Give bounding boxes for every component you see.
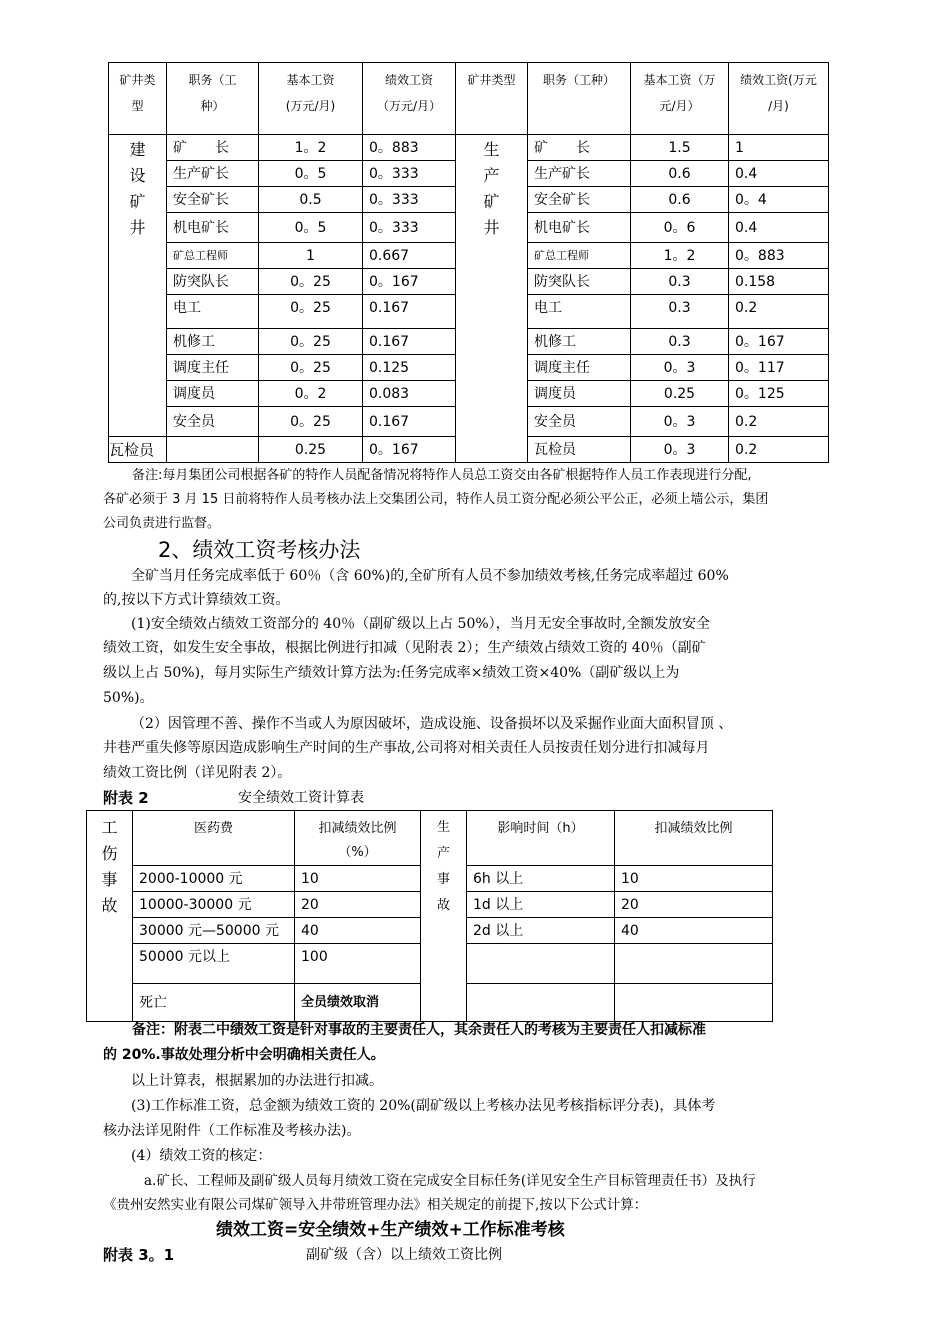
perf-cell: 0。167 [363, 437, 456, 463]
injury-accident-label: 工 伤 事 故 [87, 811, 133, 1022]
header-mine-type-right: 矿井类型 [456, 63, 528, 135]
perf-cell: 0.2 [729, 295, 829, 329]
header-impact-time: 影响时间（h） [467, 811, 615, 866]
note-1-line-3: 公司负责进行监督。 [103, 516, 221, 531]
job-cell: 机电矿长 [167, 213, 259, 243]
base-cell: 0。25 [259, 269, 363, 295]
paragraph-2-line-1: (1)安全绩效占绩效工资部分的 40％（副矿级以上占 50%），当月无安全事故时,全额发放安全 [131, 616, 711, 632]
paragraph-3-line-1: （2）因管理不善、操作不当或人为原因破坏，造成设施、设备损坏以及采掘作业面大面积冒顶 、 [131, 716, 733, 732]
base-cell: 0。5 [259, 213, 363, 243]
job-cell: 防突队长 [167, 269, 259, 295]
job-cell: 机修工 [167, 329, 259, 355]
header-medical-cost: 医药费 [133, 811, 295, 866]
impact-time-cell: 6h 以上 [467, 866, 615, 892]
job-cell: 生产矿长 [167, 161, 259, 187]
job-cell: 矿 长 [167, 135, 259, 161]
job-cell: 电工 [167, 295, 259, 329]
note-1-line-1: 备注:每月集团公司根据各矿的特作人员配备情况将特作人员总工资交由各矿根据特作人员工作表现进行分配, [132, 468, 752, 483]
base-cell: 1。2 [259, 135, 363, 161]
safety-performance-table [86, 810, 773, 1022]
header-base-salary: 基本工资 (万元/月) [259, 63, 363, 135]
impact-time-cell [467, 944, 615, 984]
construction-mine-label: 建 设 矿 井 [109, 135, 167, 437]
perf-cell: 1 [729, 135, 829, 161]
table-header-row [109, 63, 829, 135]
base-cell: 0。25 [259, 407, 363, 437]
impact-time-cell: 1d 以上 [467, 892, 615, 918]
paragraph-3-line-2: 井巷严重失修等原因造成影响生产时间的生产事故,公司将对相关责任人员按责任划分进行扣减每月 [103, 740, 710, 756]
production-mine-label: 生 产 矿 井 [456, 135, 528, 463]
formula: 绩效工资=安全绩效+生产绩效+工作标准考核 [216, 1220, 565, 1240]
perf-cell: 0.2 [729, 437, 829, 463]
perf-cell: 0。333 [363, 187, 456, 213]
paragraph-7-line-2: 《贵州安然实业有限公司煤矿领导入井带班管理办法》相关规定的前提下,按以下公式计算： [103, 1197, 648, 1213]
perf-cell: 0。167 [729, 329, 829, 355]
base-cell: 0.25 [259, 437, 363, 463]
base-cell: 0.6 [631, 161, 729, 187]
perf-cell: 0.158 [729, 269, 829, 295]
medical-cost-cell: 10000-30000 元 [133, 892, 295, 918]
paragraph-2-line-2: 绩效工资，如发生安全事故，根据比例进行扣减（见附表 2）；生产绩效占绩效工资的 40％（副矿 [103, 640, 706, 656]
section-heading: 2、绩效工资考核办法 [158, 538, 361, 562]
paragraph-6: (4）绩效工资的核定： [131, 1148, 272, 1164]
base-cell: 0.3 [631, 295, 729, 329]
job-cell: 机电矿长 [528, 213, 631, 243]
perf-cell: 0.083 [363, 381, 456, 407]
base-cell: 0.5 [259, 187, 363, 213]
perf-cell: 0.4 [729, 213, 829, 243]
deduction-cell: 10 [615, 866, 773, 892]
perf-cell: 0.167 [363, 407, 456, 437]
job-cell: 矿总工程师 [528, 243, 631, 269]
perf-cell: 0.125 [363, 355, 456, 381]
perf-cell: 0。883 [363, 135, 456, 161]
paragraph-4: 以上计算表，根据累加的办法进行扣减。 [131, 1073, 383, 1089]
deduction-cell: 100 [295, 944, 421, 984]
paragraph-1-line-1: 全矿当月任务完成率低于 60％（含 60%)的,全矿所有人员不参加绩效考核,任务完成率超过 60% [131, 568, 729, 584]
perf-cell: 0。4 [729, 187, 829, 213]
perf-cell: 0。333 [363, 213, 456, 243]
base-cell: 0。25 [259, 295, 363, 329]
header-job: 职务（工 种） [167, 63, 259, 135]
job-cell: 调度主任 [167, 355, 259, 381]
perf-cell: 0。117 [729, 355, 829, 381]
perf-cell: 0.2 [729, 407, 829, 437]
base-cell: 0。25 [259, 355, 363, 381]
paragraph-5-line-2: 核办法详见附件（工作标准及考核办法)。 [103, 1123, 361, 1139]
production-accident-label: 生 产 事 故 [421, 811, 467, 1022]
note-2-line-2: 的 20%.事故处理分析中会明确相关责任人。 [103, 1047, 385, 1063]
deduction-cell [615, 944, 773, 984]
base-cell: 1 [259, 243, 363, 269]
base-cell: 0.3 [631, 269, 729, 295]
job-cell: 矿总工程师 [167, 243, 259, 269]
job-cell: 防突队长 [528, 269, 631, 295]
perf-cell: 0。125 [729, 381, 829, 407]
header-deduction-ratio-right: 扣减绩效比例 [615, 811, 773, 866]
job-cell: 生产矿长 [528, 161, 631, 187]
job-cell: 电工 [528, 295, 631, 329]
job-cell: 矿 长 [528, 135, 631, 161]
perf-cell: 0.667 [363, 243, 456, 269]
paragraph-5-line-1: (3)工作标准工资，总金额为绩效工资的 20%(副矿级以上考核办法见考核指标评分表)，具体考 [131, 1098, 716, 1114]
job-cell: 瓦检员 [109, 437, 167, 463]
paragraph-7-line-1: a.矿长、工程师及副矿级人员每月绩效工资在完成安全目标任务(详见安全生产目标管理责任书）及执行 [144, 1173, 756, 1189]
medical-cost-cell: 50000 元以上 [133, 944, 295, 984]
base-cell: 1。2 [631, 243, 729, 269]
job-cell: 机修工 [528, 329, 631, 355]
deduction-cell: 10 [295, 866, 421, 892]
header-perf-salary: 绩效工资 （万元/月） [363, 63, 456, 135]
note-2-line-1: 备注：附表二中绩效工资是针对事故的主要责任人，其余责任人的考核为主要责任人扣减标准 [132, 1022, 706, 1038]
perf-cell: 0。167 [363, 269, 456, 295]
impact-time-cell [467, 984, 615, 1022]
base-cell: 1.5 [631, 135, 729, 161]
header-perf-salary-right: 绩效工资(万元 /月) [729, 63, 829, 135]
table-header-row [87, 811, 773, 866]
job-cell: 安全矿长 [167, 187, 259, 213]
base-cell: 0.3 [631, 329, 729, 355]
deduction-cell [615, 984, 773, 1022]
medical-cost-cell: 死亡 [133, 984, 295, 1022]
paragraph-1-line-2: 的,按以下方式计算绩效工资。 [103, 592, 290, 608]
table-3-title: 副矿级（含）以上绩效工资比例 [306, 1247, 502, 1263]
job-cell: 调度主任 [528, 355, 631, 381]
header-base-salary-right: 基本工资（万 元/月） [631, 63, 729, 135]
perf-cell: 0。883 [729, 243, 829, 269]
base-cell: 0。3 [631, 437, 729, 463]
medical-cost-cell: 30000 元—50000 元 [133, 918, 295, 944]
note-1-line-2: 各矿必须于 3 月 15 日前将特作人员考核办法上交集团公司，特作人员工资分配必须公平公正，必须上墙公示，集团 [103, 492, 769, 507]
job-cell: 调度员 [167, 381, 259, 407]
header-job-right: 职务（工种） [528, 63, 631, 135]
job-cell [167, 437, 259, 463]
table-3-label: 附表 3。1 [103, 1246, 175, 1264]
special-staff-salary-table [108, 62, 829, 463]
base-cell: 0。3 [631, 407, 729, 437]
base-cell: 0。25 [259, 329, 363, 355]
job-cell: 调度员 [528, 381, 631, 407]
base-cell: 0。5 [259, 161, 363, 187]
deduction-cell: 全员绩效取消 [295, 984, 421, 1022]
perf-cell: 0.167 [363, 329, 456, 355]
deduction-cell: 40 [615, 918, 773, 944]
perf-cell: 0.167 [363, 295, 456, 329]
header-deduction-ratio: 扣减绩效比例 （%） [295, 811, 421, 866]
table-2-title: 安全绩效工资计算表 [238, 790, 364, 806]
header-mine-type: 矿井类 型 [109, 63, 167, 135]
table-row [109, 135, 829, 161]
deduction-cell: 40 [295, 918, 421, 944]
job-cell: 安全员 [167, 407, 259, 437]
paragraph-2-line-3: 级以上占 50%)，每月实际生产绩效计算方法为:任务完成率×绩效工资×40%（副矿级以上为 [103, 665, 680, 681]
job-cell: 瓦检员 [528, 437, 631, 463]
job-cell: 安全矿长 [528, 187, 631, 213]
base-cell: 0。2 [259, 381, 363, 407]
impact-time-cell: 2d 以上 [467, 918, 615, 944]
perf-cell: 0。333 [363, 161, 456, 187]
base-cell: 0。6 [631, 213, 729, 243]
paragraph-3-line-3: 绩效工资比例（详见附表 2）。 [103, 765, 292, 781]
perf-cell: 0.4 [729, 161, 829, 187]
base-cell: 0.6 [631, 187, 729, 213]
base-cell: 0.25 [631, 381, 729, 407]
medical-cost-cell: 2000-10000 元 [133, 866, 295, 892]
job-cell: 安全员 [528, 407, 631, 437]
table-2-label: 附表 2 [103, 789, 149, 807]
base-cell: 0。3 [631, 355, 729, 381]
deduction-cell: 20 [295, 892, 421, 918]
deduction-cell: 20 [615, 892, 773, 918]
paragraph-2-line-4: 50%)。 [103, 690, 154, 706]
